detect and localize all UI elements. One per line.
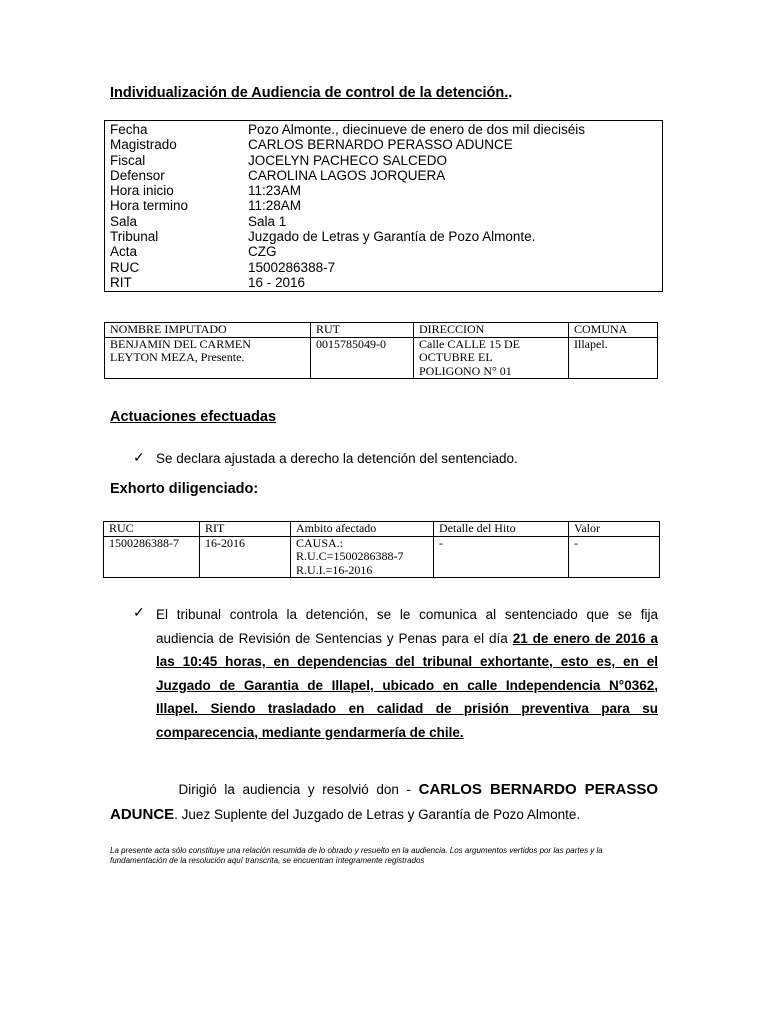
info-row bbox=[105, 153, 663, 168]
info-value: 11:23AM bbox=[248, 183, 302, 199]
imputado-address-cell bbox=[414, 337, 569, 379]
info-label: Magistrado bbox=[110, 137, 177, 153]
document-title: Individualización de Audiencia de control de la detención.. bbox=[110, 85, 513, 101]
info-label: Hora termino bbox=[110, 198, 189, 214]
table-header-cell: RUC bbox=[104, 522, 200, 537]
info-label: Acta bbox=[110, 244, 138, 260]
footnote: La presente acta sólo constituye una relación resumida de lo obrado y resuelto en la audiencia. Los argumentos vertidos por las partes y la fundamentación de la resolución aquí transcrita, se encuentran íntegramente registrados bbox=[110, 846, 603, 865]
resolution-paragraph bbox=[156, 603, 658, 744]
exhorto-ruc-cell: 1500286388-7 bbox=[104, 536, 200, 578]
info-value: CAROLINA LAGOS JORQUERA bbox=[248, 167, 446, 183]
info-value: 1500286388-7 bbox=[248, 259, 336, 275]
info-value: JOCELYN PACHECO SALCEDO bbox=[248, 152, 448, 168]
check-icon: ✓ bbox=[133, 604, 145, 620]
resolution-text: El tribunal controla la detención, se le comunica al sentenciado que se fija audiencia de Revisión de Sentencias y Penas para el día bbox=[156, 607, 658, 646]
info-row bbox=[105, 198, 663, 213]
closing-suffix: . Juez Suplente del Juzgado de Letras y Garantía de Pozo Almonte. bbox=[174, 807, 581, 822]
exhorto-table bbox=[103, 521, 660, 578]
info-row bbox=[105, 244, 663, 259]
info-label: Defensor bbox=[110, 167, 165, 183]
info-row bbox=[105, 137, 663, 152]
table-header-row bbox=[104, 522, 660, 537]
table-header-cell: NOMBRE IMPUTADO bbox=[105, 323, 311, 338]
ambito-line: R.U.I.=16-2016 bbox=[296, 562, 373, 577]
closing-prefix: Dirigió la audiencia y resolvió don - bbox=[178, 782, 419, 797]
table-row bbox=[105, 337, 658, 379]
imputado-comuna-cell: Illapel. bbox=[569, 337, 658, 379]
info-label: Hora inicio bbox=[110, 183, 174, 199]
resolution-bold-text: 21 de enero de 2016 a las 10:45 horas, en dependencias del tribunal exhortante, esto es, en el Juzgado de Garantia de Illapel, ubicado en calle Independencia N°0362, Illapel. Siendo trasladado en calidad de prisión preventiva para su comparecencia, mediante gendarmería de chile. bbox=[156, 630, 658, 740]
info-value: Sala 1 bbox=[248, 213, 287, 229]
table-row bbox=[104, 536, 660, 578]
exhorto-heading: Exhorto diligenciado: bbox=[110, 481, 259, 497]
info-label: Fecha bbox=[110, 122, 148, 137]
judge-name: CARLOS BERNARDO PERASSO ADUNCE bbox=[110, 781, 659, 823]
imputado-table bbox=[104, 322, 658, 379]
info-row bbox=[105, 121, 663, 138]
info-value: 11:28AM bbox=[248, 198, 302, 214]
actuacion-item: Se declara ajustada a derecho la detención del sentenciado. bbox=[156, 451, 518, 466]
info-label: Tribunal bbox=[110, 229, 159, 245]
info-value: CZG bbox=[248, 244, 277, 260]
info-row bbox=[105, 214, 663, 229]
table-header-cell: RUT bbox=[311, 323, 414, 338]
info-label: RUC bbox=[110, 259, 140, 275]
info-value: Juzgado de Letras y Garantía de Pozo Almonte. bbox=[248, 229, 536, 245]
exhorto-rit-cell: 16-2016 bbox=[200, 536, 291, 578]
table-header-cell: Detalle del Hito bbox=[434, 522, 569, 537]
address-line: OCTUBRE EL bbox=[419, 350, 493, 364]
exhorto-ambito-cell bbox=[291, 536, 434, 578]
ambito-line: R.U.C=1500286388-7 bbox=[296, 549, 404, 563]
info-label: RIT bbox=[110, 274, 132, 290]
exhorto-valor-cell: - bbox=[569, 536, 660, 578]
info-row bbox=[105, 260, 663, 275]
ambito-line: CAUSA.: bbox=[296, 535, 344, 550]
table-header-row bbox=[105, 323, 658, 338]
check-icon: ✓ bbox=[133, 449, 145, 465]
address-line: Calle CALLE 15 DE bbox=[419, 336, 520, 351]
table-header-cell: DIRECCION bbox=[414, 323, 569, 338]
closing-paragraph bbox=[110, 777, 658, 827]
info-row bbox=[105, 168, 663, 183]
info-value: 16 - 2016 bbox=[248, 274, 306, 290]
hearing-info-table bbox=[104, 120, 663, 292]
info-row bbox=[105, 183, 663, 198]
imputado-name-line: LEYTON MEZA, Presente. bbox=[110, 350, 245, 364]
info-value: CARLOS BERNARDO PERASSO ADUNCE bbox=[248, 137, 513, 153]
imputado-name-line: BENJAMIN DEL CARMEN bbox=[110, 336, 251, 351]
info-label: Sala bbox=[110, 213, 138, 229]
table-header-cell: Valor bbox=[569, 522, 660, 537]
table-header-cell: RIT bbox=[200, 522, 291, 537]
address-line: POLIGONO N° 01 bbox=[419, 363, 512, 378]
info-row bbox=[105, 275, 663, 292]
info-value: Pozo Almonte., diecinueve de enero de dos mil dieciséis bbox=[248, 122, 585, 137]
info-row bbox=[105, 229, 663, 244]
actuaciones-heading: Actuaciones efectuadas bbox=[110, 409, 277, 425]
imputado-rut-cell: 0015785049-0 bbox=[311, 337, 414, 379]
imputado-name-cell bbox=[105, 337, 311, 379]
table-header-cell: Ambito afectado bbox=[291, 522, 434, 537]
exhorto-detalle-cell: - bbox=[434, 536, 569, 578]
info-label: Fiscal bbox=[110, 152, 146, 168]
table-header-cell: COMUNA bbox=[569, 323, 658, 338]
